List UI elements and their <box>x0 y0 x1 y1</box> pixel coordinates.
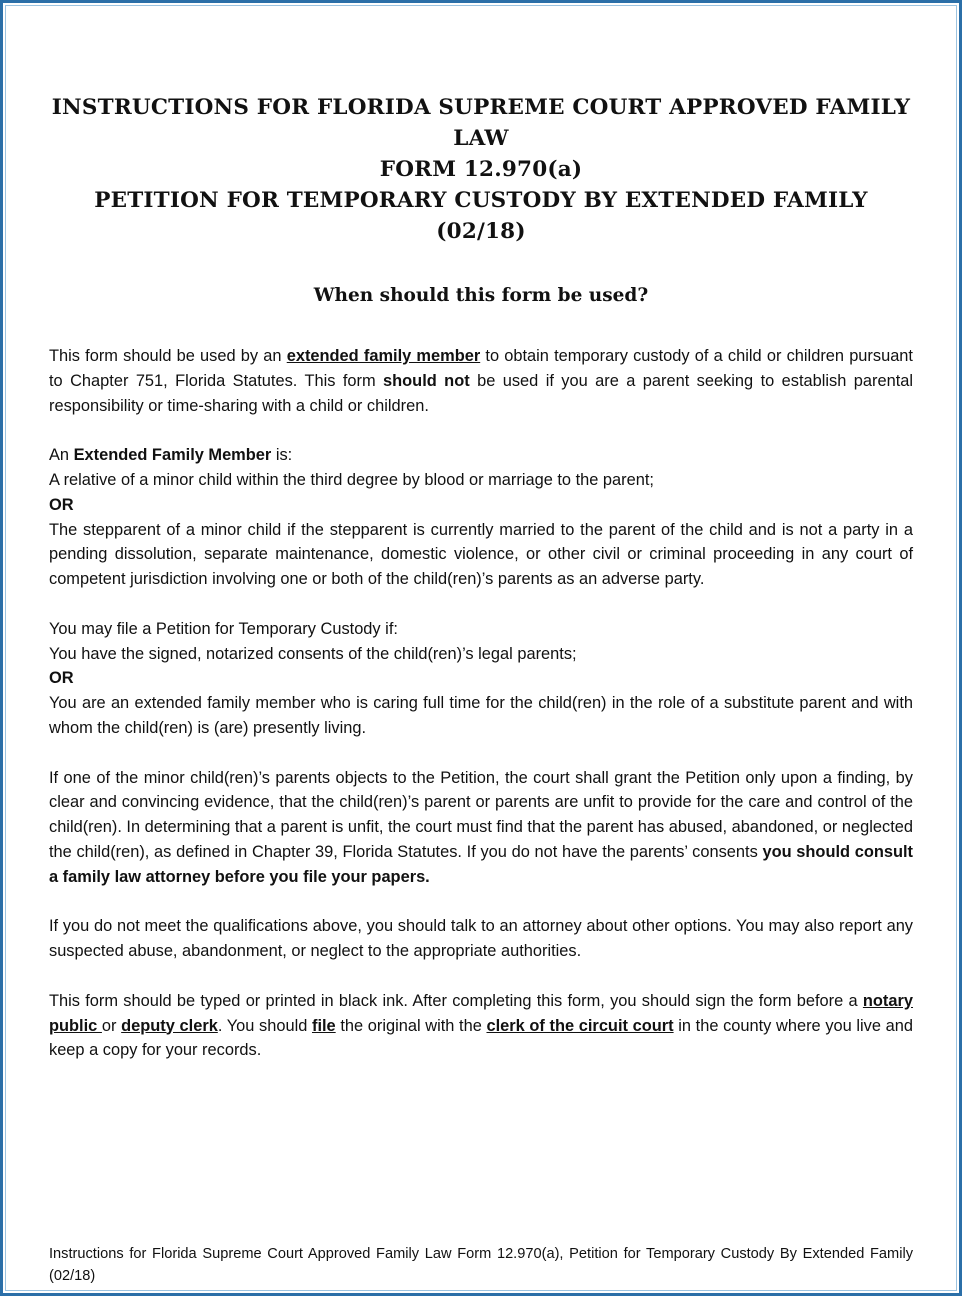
title-line-1: INSTRUCTIONS FOR FLORIDA SUPREME COURT APPROVED FAMILY LAW <box>51 95 911 151</box>
definition-heading <box>49 443 913 468</box>
document-title <box>49 92 913 247</box>
document-body <box>49 344 913 1063</box>
eligibility-consents: You have the signed, notarized consents of the child(ren)’s legal parents; <box>49 644 577 663</box>
para1-text-3: be used if you are a parent seeking to establish parental responsibility or time-sharing with a child or children. <box>49 371 914 415</box>
eligibility-heading: You may file a Petition for Temporary Custody if: <box>49 619 398 638</box>
para6-text-5: in the county where you live and keep a copy for your records. <box>49 1016 913 1060</box>
file-term: file <box>311 1016 336 1035</box>
para2-text-1: An <box>49 446 74 465</box>
document-page <box>49 92 913 1063</box>
extended-family-member-label: Extended Family Member <box>73 446 272 465</box>
title-line-3: PETITION FOR TEMPORARY CUSTODY BY EXTENDED FAMILY <box>94 188 868 213</box>
definition-relative: A relative of a minor child within the third degree by blood or marriage to the parent; <box>49 470 654 489</box>
consult-attorney-emphasis: you should consult a family law attorney before you file your papers. <box>49 842 914 886</box>
para6-text-3: . You should <box>217 1016 312 1035</box>
para6-text-1: This form should be typed or printed in black ink. After completing this form, you should sign the form before a <box>49 991 863 1010</box>
deputy-clerk-term: deputy clerk <box>121 1016 218 1035</box>
para4-text-1: If one of the minor child(ren)’s parents objects to the Petition, the court shall grant the Petition only upon a finding, by clear and convincing evidence, that the child(ren)’s parent or parents are unfit to provide for the care and control of the child(ren). In determining that a parent is unfit, the court must find that the parent has abused, abandoned, or neglected the child(ren), as defined in Chapter 39, Florida Statutes. If you do not have the parents’ consents <box>49 768 913 861</box>
paragraph-objection <box>49 766 913 890</box>
para1-text-2: to obtain temporary custody of a child or children pursuant to Chapter 751, Florida Statutes. This form <box>49 347 913 390</box>
clerk-of-circuit-court-term: clerk of the circuit court <box>486 1016 674 1035</box>
para6-text-2: or <box>101 1016 122 1035</box>
should-not-emphasis: should not <box>383 371 470 390</box>
title-line-4: (02/18) <box>436 219 526 244</box>
notary-public-term: notary public <box>49 991 913 1035</box>
paragraph-intro <box>49 344 913 418</box>
page-footer: Instructions for Florida Supreme Court Approved Family Law Form 12.970(a), Petition for Temporary Custody By Extended Family (02/18) <box>49 1246 913 1284</box>
paragraph-filing <box>49 989 913 1063</box>
eligibility-caregiver: You are an extended family member who is caring full time for the child(ren) in the role of a substitute parent and with whom the child(ren) is (are) presently living. <box>49 694 913 737</box>
para6-text-4: the original with the <box>335 1016 487 1035</box>
or-separator-1: OR <box>49 495 74 514</box>
definition-stepparent: The stepparent of a minor child if the stepparent is currently married to the parent of the child and is not a party in a pending dissolution, separate maintenance, domestic violence, or other civil or criminal proceeding in any court of competent jurisdiction involving one or both of the child(ren)’s parents as an adverse party. <box>49 520 913 589</box>
section-heading: When should this form be used? <box>313 285 649 306</box>
paragraph-qualifications: If you do not meet the qualifications above, you should talk to an attorney about other options. You may also report any suspected abuse, abandonment, or neglect to the appropriate authorities. <box>49 917 913 961</box>
extended-family-member-term: extended family member <box>286 347 481 365</box>
or-separator-2: OR <box>49 669 74 688</box>
para1-text-1: This form should be used by an <box>49 347 287 365</box>
para2-text-2: is: <box>271 446 293 465</box>
title-line-2: FORM 12.970(a) <box>379 157 583 182</box>
